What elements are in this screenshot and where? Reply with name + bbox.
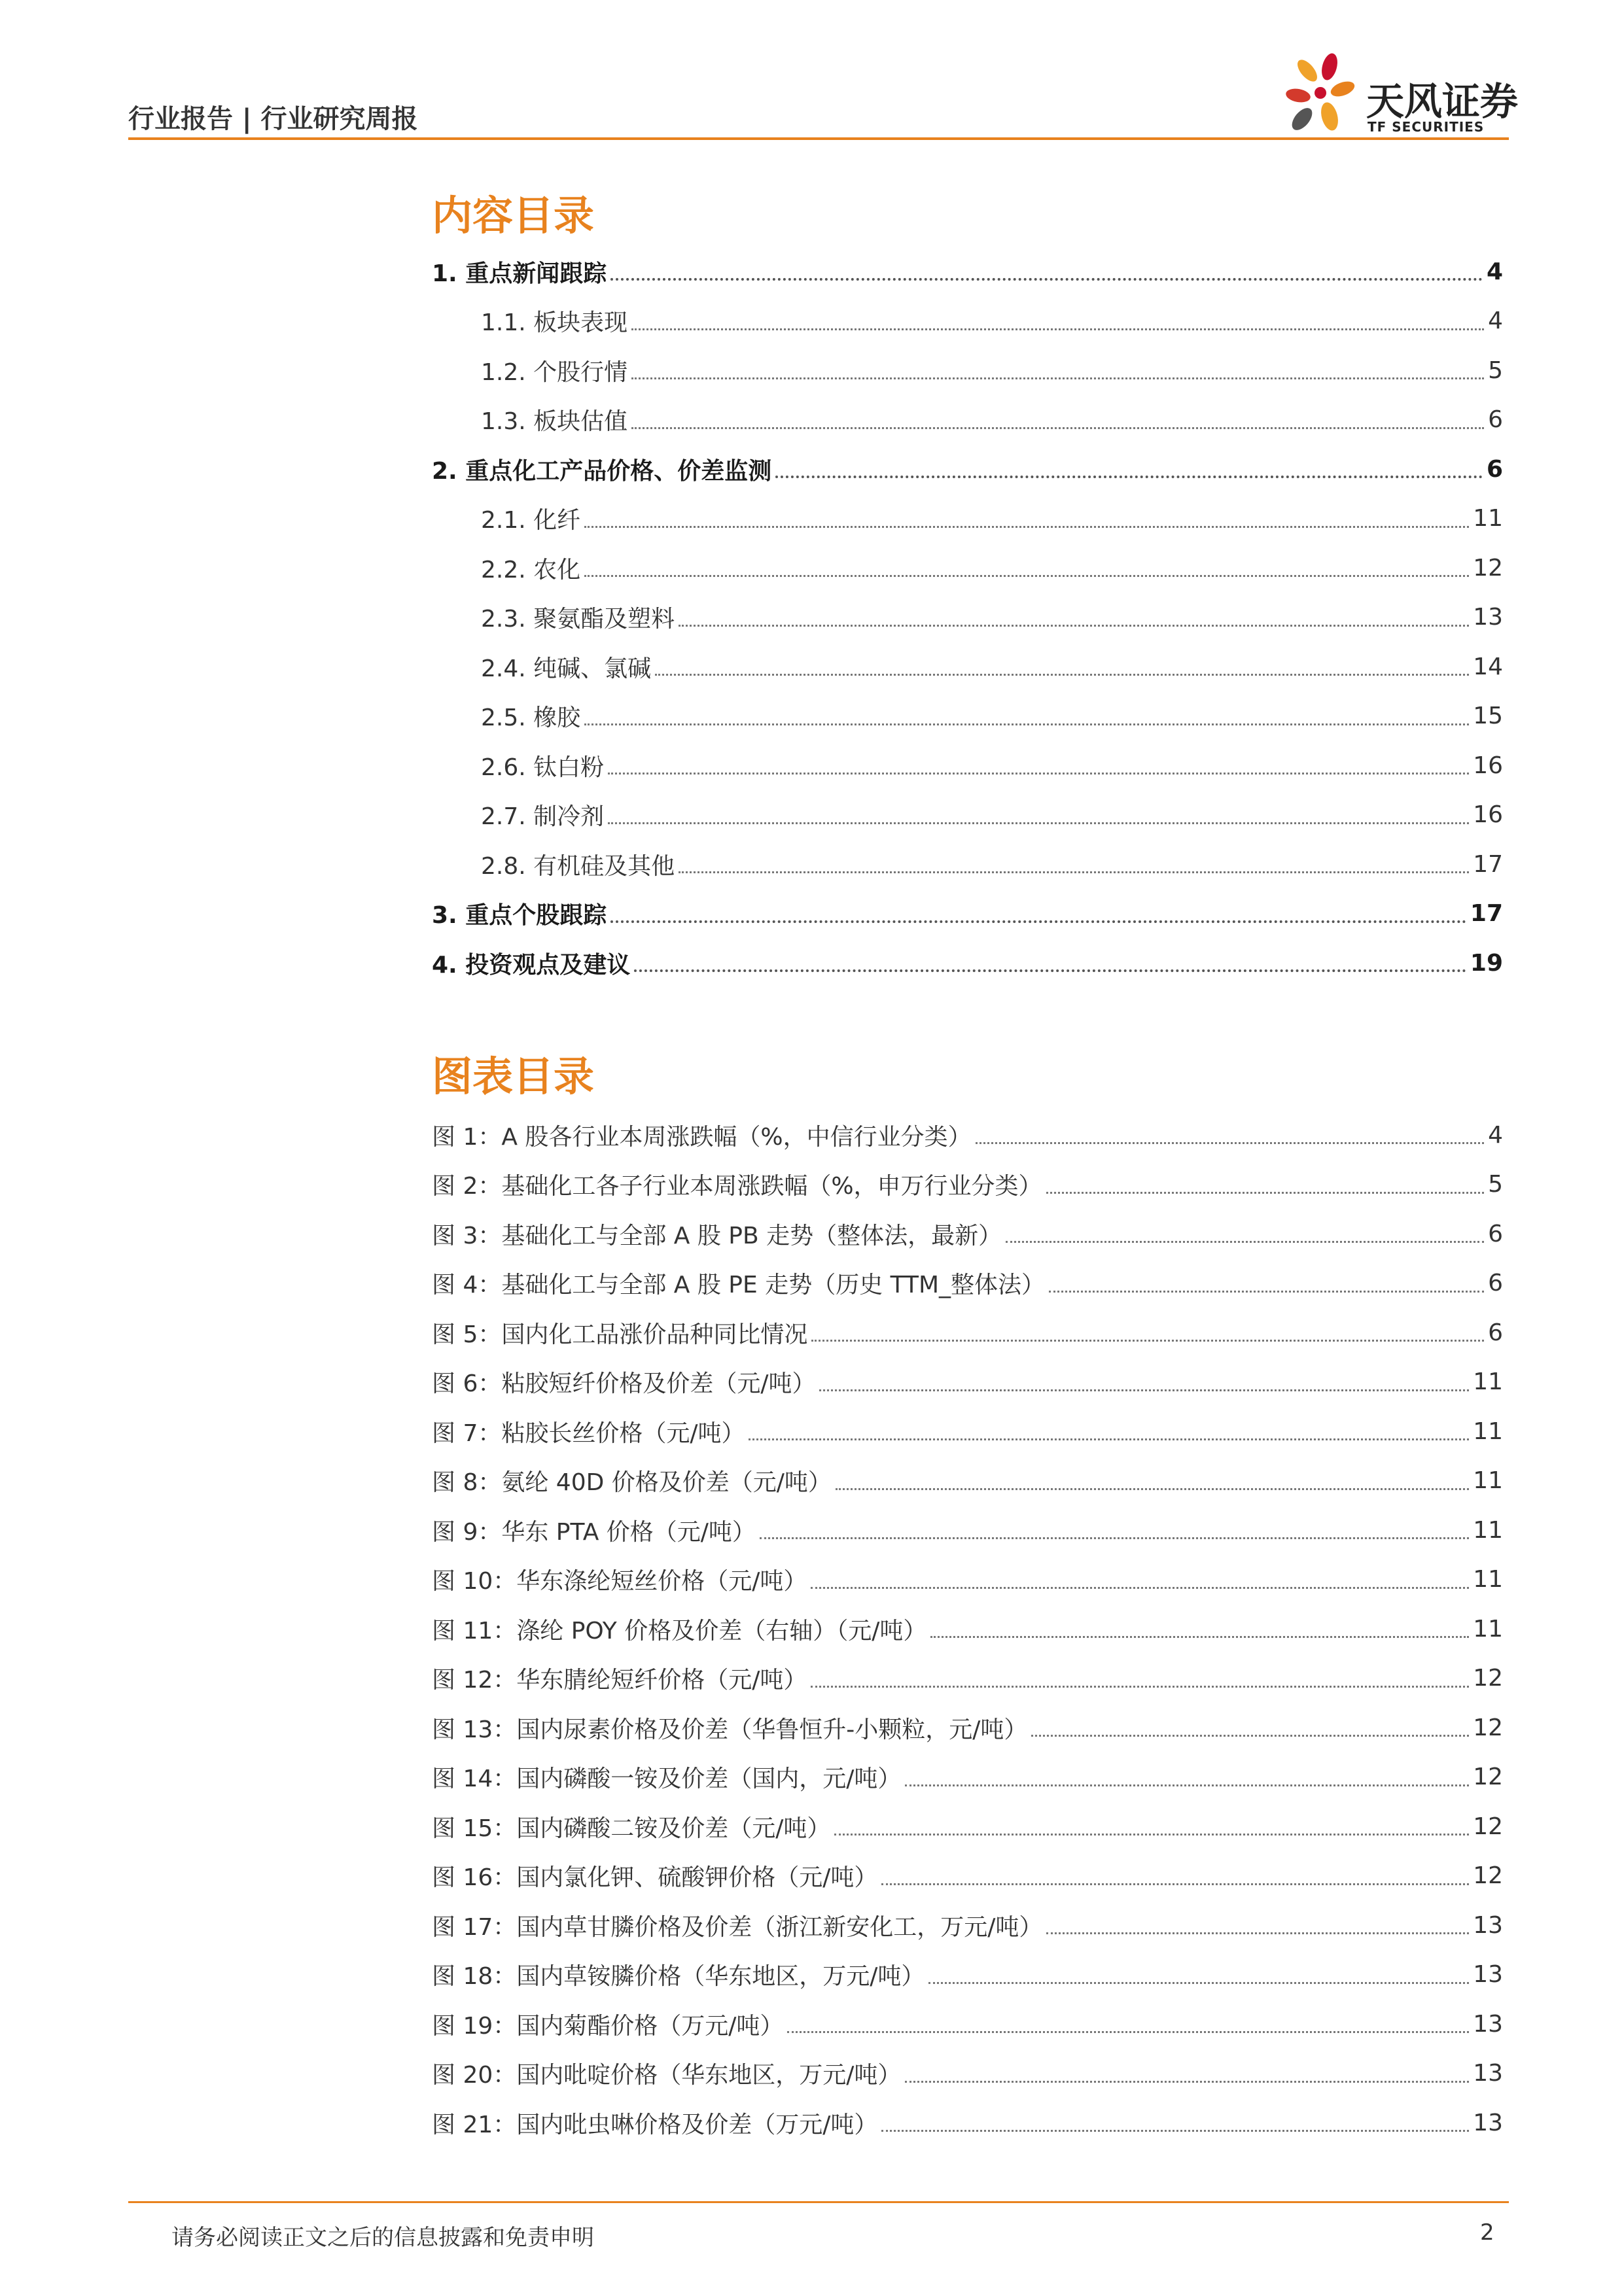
dot-leader	[631, 377, 1484, 379]
dot-leader	[905, 2081, 1469, 2083]
figure-entry-page: 13	[1473, 1961, 1503, 1988]
figure-entry-label: 图 20：国内吡啶价格（华东地区，万元/吨）	[432, 2062, 902, 2089]
figure-entry[interactable]	[432, 1165, 1503, 1204]
figure-entry[interactable]	[432, 1609, 1503, 1648]
dot-leader	[834, 1834, 1469, 1835]
toc-entry[interactable]	[481, 548, 1503, 587]
figure-entry[interactable]	[432, 1214, 1503, 1253]
figure-entry-page: 12	[1473, 1764, 1503, 1790]
toc-entry-page: 19	[1470, 949, 1503, 977]
toc-entry[interactable]	[481, 795, 1503, 835]
dot-leader	[836, 1488, 1469, 1490]
toc-entry[interactable]	[481, 400, 1503, 440]
toc-entry[interactable]	[481, 647, 1503, 686]
dot-leader	[787, 2031, 1469, 2033]
toc-entry[interactable]	[481, 844, 1503, 884]
toc-entry-page: 17	[1473, 850, 1503, 878]
dot-leader	[608, 773, 1469, 774]
figure-entry[interactable]	[432, 1560, 1503, 1599]
figure-entry[interactable]	[432, 1313, 1503, 1352]
dot-leader	[679, 625, 1469, 627]
toc-entry[interactable]	[432, 252, 1503, 291]
toc-entry[interactable]	[481, 697, 1503, 736]
figure-entry-page: 12	[1473, 1665, 1503, 1692]
figure-entry[interactable]	[432, 1856, 1503, 1896]
dot-leader	[749, 1438, 1469, 1440]
figure-entry-label: 图 9：华东 PTA 价格（元/吨）	[432, 1518, 756, 1546]
dot-leader	[1046, 1932, 1469, 1934]
dot-leader	[608, 822, 1469, 824]
toc-entry-label: 2.5. 橡胶	[481, 704, 581, 731]
figure-entry[interactable]	[432, 1115, 1503, 1155]
dot-leader	[811, 1686, 1469, 1688]
dot-leader	[775, 476, 1483, 478]
figure-entry-page: 4	[1488, 1121, 1503, 1149]
toc-entry-label: 1. 重点新闻跟踪	[432, 260, 607, 287]
toc-entry-page: 4	[1486, 258, 1503, 285]
figure-entry-label: 图 5：国内化工品涨价品种同比情况	[432, 1321, 808, 1348]
figure-entry[interactable]	[432, 1807, 1503, 1846]
figure-entry-label: 图 7：粘胶长丝价格（元/吨）	[432, 1419, 745, 1447]
figure-entry-label: 图 16：国内氯化钾、硫酸钾价格（元/吨）	[432, 1864, 878, 1891]
toc-entry-label: 2.6. 钛白粉	[481, 754, 605, 781]
toc-entry-label: 2. 重点化工产品价格、价差监测	[432, 457, 772, 485]
figure-entry-label: 图 18：国内草铵膦价格（华东地区，万元/吨）	[432, 1963, 925, 1990]
toc-entry[interactable]	[481, 598, 1503, 637]
toc-entry[interactable]	[481, 302, 1503, 341]
toc-entry-label: 2.3. 聚氨酯及塑料	[481, 606, 675, 633]
toc-entry-page: 11	[1473, 505, 1503, 532]
toc-entry[interactable]	[432, 943, 1503, 983]
figure-entry-page: 12	[1473, 1714, 1503, 1741]
figure-entry-label: 图 3：基础化工与全部 A 股 PB 走势（整体法，最新）	[432, 1222, 1002, 1249]
toc-entry-page: 17	[1470, 900, 1503, 927]
figure-entry-page: 5	[1488, 1171, 1503, 1198]
logo-chinese-name: 天风证券	[1366, 79, 1519, 124]
toc-entry-page: 16	[1473, 752, 1503, 779]
dot-leader	[679, 871, 1469, 873]
figure-entry[interactable]	[432, 1510, 1503, 1550]
figure-entry[interactable]	[432, 1363, 1503, 1402]
figure-entry-page: 6	[1488, 1319, 1503, 1346]
dot-leader	[881, 1883, 1469, 1885]
toc-entry-label: 1.2. 个股行情	[481, 358, 628, 386]
figure-entry-page: 12	[1473, 1862, 1503, 1889]
toc-entry-label: 2.7. 制冷剂	[481, 803, 605, 830]
dot-leader	[1046, 1192, 1485, 1194]
figure-entry-page: 12	[1473, 1813, 1503, 1840]
dot-leader	[1006, 1241, 1484, 1243]
toc-entry[interactable]	[432, 894, 1503, 933]
figures-title: 图表目录	[432, 1052, 595, 1100]
dot-leader	[1049, 1291, 1484, 1293]
figure-entry-label: 图 2：基础化工各子行业本周涨跌幅（%，申万行业分类）	[432, 1173, 1042, 1200]
figure-entry-page: 11	[1473, 1615, 1503, 1643]
figure-entry-page: 11	[1473, 1418, 1503, 1445]
figure-entry[interactable]	[432, 1264, 1503, 1303]
dot-leader	[819, 1389, 1469, 1391]
footer-disclaimer: 请务必阅读正文之后的信息披露和免责申明	[171, 2225, 594, 2251]
logo-english-name: TF SECURITIES	[1368, 119, 1485, 135]
toc-entry-page: 6	[1486, 455, 1503, 483]
toc-entry-page: 13	[1473, 604, 1503, 631]
dot-leader	[631, 427, 1484, 429]
header-title: 行业报告 | 行业研究周报	[128, 104, 418, 134]
figure-entry-label: 图 8：氨纶 40D 价格及价差（元/吨）	[432, 1469, 832, 1496]
figure-entry-label: 图 14：国内磷酸一铵及价差（国内，元/吨）	[432, 1765, 902, 1792]
figure-entry[interactable]	[432, 1659, 1503, 1698]
figure-entry-label: 图 19：国内菊酯价格（万元/吨）	[432, 2012, 784, 2040]
toc-entry-page: 5	[1488, 357, 1503, 384]
figure-entry-label: 图 11：涤纶 POY 价格及价差（右轴）（元/吨）	[432, 1617, 927, 1644]
dot-leader	[610, 278, 1483, 281]
dot-leader	[930, 1636, 1469, 1638]
toc-entry-label: 2.2. 农化	[481, 556, 581, 583]
figure-entry[interactable]	[432, 1905, 1503, 1945]
figure-entry[interactable]	[432, 1758, 1503, 1797]
figure-entry[interactable]	[432, 1412, 1503, 1451]
toc-entry-page: 6	[1488, 406, 1503, 433]
dot-leader	[905, 1784, 1469, 1786]
page-number: 2	[1480, 2219, 1494, 2246]
figure-entry[interactable]	[432, 1955, 1503, 1994]
dot-leader	[584, 575, 1469, 577]
toc-entry-page: 14	[1473, 653, 1503, 680]
footer-divider	[128, 2201, 1509, 2203]
figure-entry-page: 13	[1473, 2109, 1503, 2136]
flower-logo-icon	[1282, 51, 1368, 143]
figure-entry-label: 图 10：华东涤纶短丝价格（元/吨）	[432, 1568, 807, 1595]
toc-title: 内容目录	[432, 192, 595, 239]
figure-entry-page: 13	[1473, 2010, 1503, 2038]
dot-leader	[1031, 1735, 1469, 1737]
figure-entry-page: 11	[1473, 1467, 1503, 1494]
toc-entry[interactable]	[481, 746, 1503, 785]
figure-entry-label: 图 1：A 股各行业本周涨跌幅（%，中信行业分类）	[432, 1123, 972, 1151]
toc-entry-page: 15	[1473, 703, 1503, 729]
figure-entry-page: 11	[1473, 1516, 1503, 1544]
figure-entry-label: 图 17：国内草甘膦价格及价差（浙江新安化工，万元/吨）	[432, 1913, 1043, 1941]
figure-entry[interactable]	[432, 1708, 1503, 1747]
dot-leader	[881, 2130, 1469, 2132]
dot-leader	[811, 1340, 1484, 1342]
dot-leader	[631, 328, 1484, 330]
toc-entry-label: 3. 重点个股跟踪	[432, 902, 607, 929]
figure-entry-page: 13	[1473, 2060, 1503, 2087]
toc-entry-page: 12	[1473, 554, 1503, 582]
figure-entry-page: 11	[1473, 1368, 1503, 1395]
figure-entry[interactable]	[432, 2103, 1503, 2142]
dot-leader	[976, 1142, 1484, 1144]
toc-entry-label: 2.1. 化纤	[481, 507, 581, 534]
toc-entry-label: 2.8. 有机硅及其他	[481, 852, 675, 880]
figure-entry-page: 11	[1473, 1566, 1503, 1593]
dot-leader	[584, 723, 1469, 725]
figure-entry[interactable]	[432, 2004, 1503, 2044]
figure-entry-page: 13	[1473, 1911, 1503, 1939]
figure-entry-label: 图 21：国内吡虫啉价格及价差（万元/吨）	[432, 2111, 878, 2138]
dot-leader	[610, 920, 1466, 923]
dot-leader	[655, 674, 1469, 676]
figure-entry-label: 图 6：粘胶短纤价格及价差（元/吨）	[432, 1370, 816, 1397]
figure-entry-label: 图 4：基础化工与全部 A 股 PE 走势（历史 TTM_整体法）	[432, 1272, 1046, 1298]
figure-entry-label: 图 12：华东腈纶短纤价格（元/吨）	[432, 1667, 807, 1694]
company-logo	[1282, 51, 1519, 143]
dot-leader	[760, 1537, 1469, 1539]
figure-entry-page: 6	[1488, 1270, 1503, 1296]
figure-entry[interactable]	[432, 2054, 1503, 2093]
toc-entry-label: 2.4. 纯碱、氯碱	[481, 655, 652, 682]
toc-entry-label: 1.3. 板块估值	[481, 408, 628, 435]
toc-entry-label: 1.1. 板块表现	[481, 309, 628, 336]
figure-entry-page: 6	[1488, 1220, 1503, 1247]
figure-entry-label: 图 13：国内尿素价格及价差（华鲁恒升-小颗粒，元/吨）	[432, 1716, 1028, 1743]
toc-entry-label: 4. 投资观点及建议	[432, 951, 631, 979]
toc-entry-page: 16	[1473, 801, 1503, 828]
toc-entry[interactable]	[432, 449, 1503, 489]
dot-leader	[811, 1587, 1469, 1589]
toc-entry-page: 4	[1488, 307, 1503, 334]
toc-entry[interactable]	[481, 499, 1503, 538]
toc-entry[interactable]	[481, 351, 1503, 390]
dot-leader	[584, 526, 1469, 528]
figure-entry-label: 图 15：国内磷酸二铵及价差（元/吨）	[432, 1815, 831, 1842]
dot-leader	[928, 1982, 1469, 1984]
figure-entry[interactable]	[432, 1461, 1503, 1501]
dot-leader	[634, 969, 1466, 972]
